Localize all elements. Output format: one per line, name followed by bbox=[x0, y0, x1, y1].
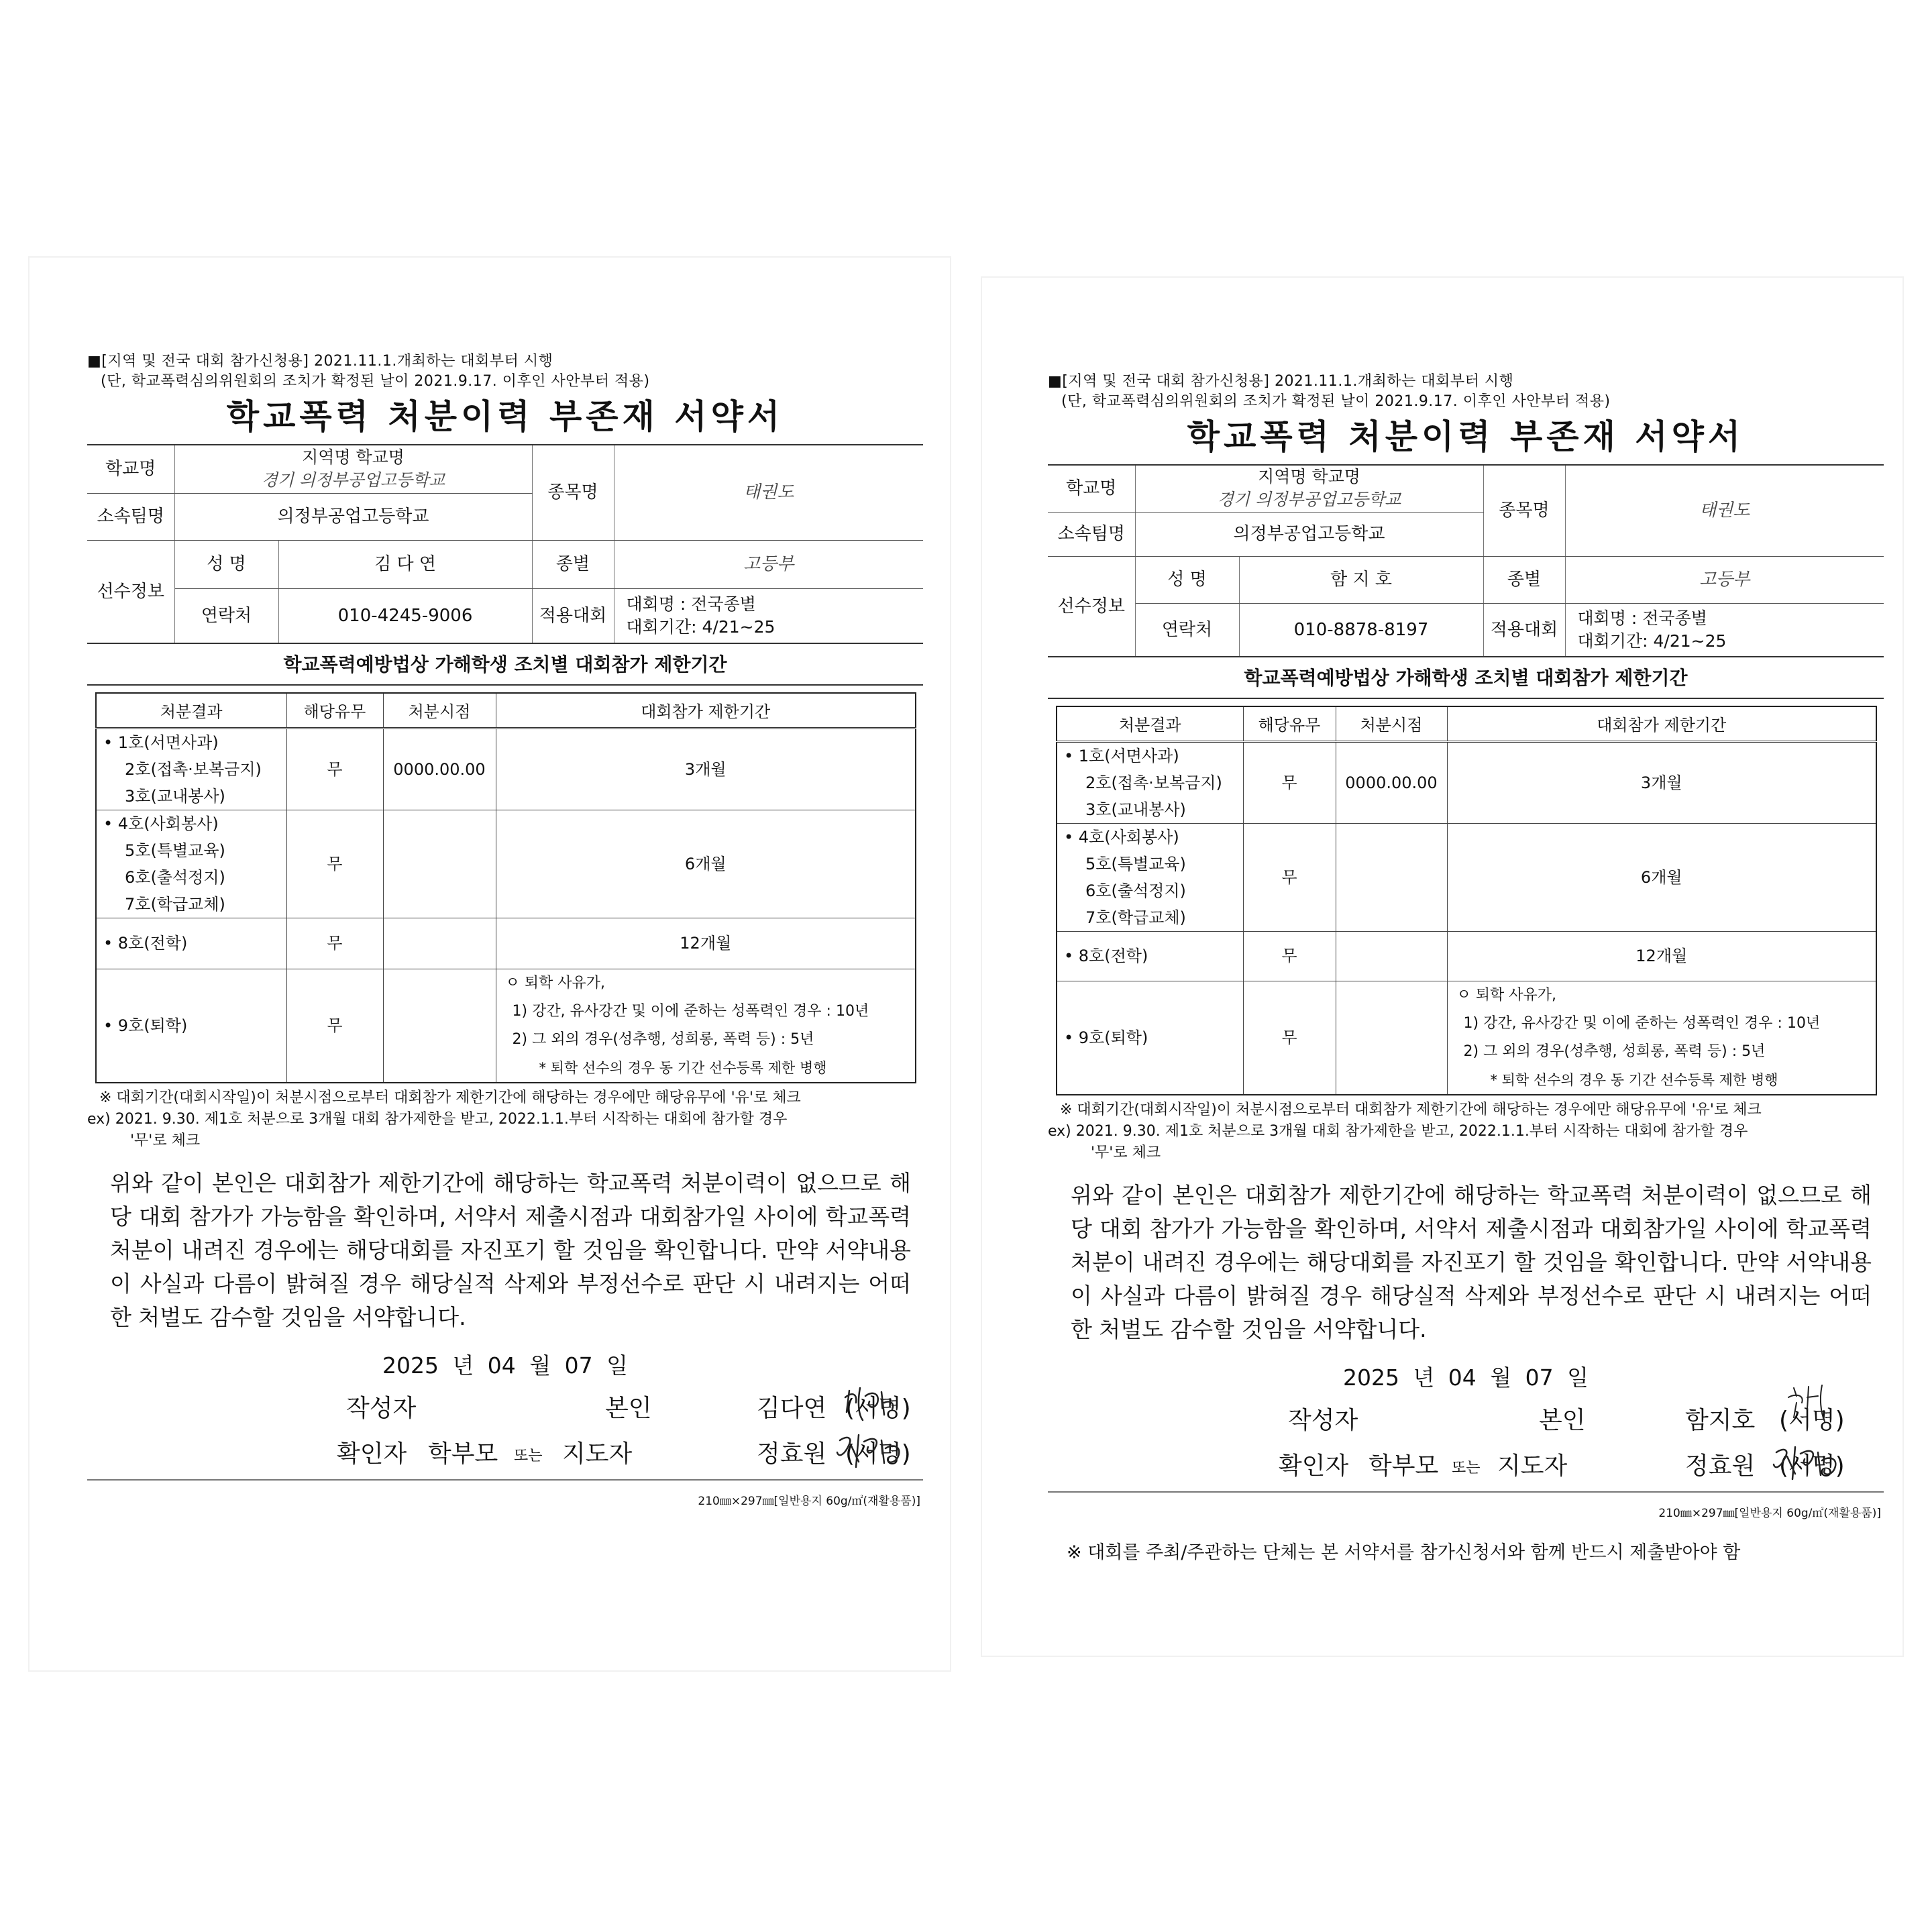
confirmer-row bbox=[87, 1428, 923, 1474]
confirmer-label: 확인자 bbox=[337, 1440, 407, 1468]
limit-value: 6개월 bbox=[1447, 823, 1876, 931]
table-row bbox=[96, 728, 916, 810]
col-header-applicable: 해당유무 bbox=[286, 693, 383, 728]
writer-name: 함지호 bbox=[1685, 1406, 1756, 1434]
disposition-item: 5호(특별교육) bbox=[1085, 854, 1186, 873]
division-value: 고등부 bbox=[1565, 556, 1884, 603]
disposition-item: 3호(교내봉사) bbox=[125, 786, 225, 806]
table-row bbox=[1057, 931, 1876, 981]
player-info-label: 선수정보 bbox=[87, 540, 174, 643]
document-page-right bbox=[982, 278, 1902, 1656]
footnotes bbox=[1048, 1099, 1884, 1164]
team-label: 소속팀명 bbox=[87, 493, 174, 540]
applicable-value: 무 bbox=[286, 728, 383, 810]
header-notice: ■[지역 및 전국 대회 참가신청용] 2021.11.1.개최하는 대회부터 시행 bbox=[1048, 373, 1514, 390]
disposition-item: 7호(학급교체) bbox=[125, 894, 225, 914]
limit-value: 6개월 bbox=[496, 810, 916, 918]
table-row bbox=[96, 969, 916, 1083]
coach-label: 지도자 bbox=[1497, 1452, 1568, 1480]
submission-note: ※ 대회를 주최/주관하는 단체는 본 서약서를 참가신청서와 함께 반드시 제출받아야 함 bbox=[1067, 1542, 1741, 1563]
document-title: 학교폭력 처분이력 부존재 서약서 bbox=[226, 397, 784, 436]
paper-spec: 210㎜×297㎜[일반용지 60g/㎡(재활용품)] bbox=[1658, 1506, 1881, 1520]
disposition-date: 0000.00.00 bbox=[383, 728, 496, 810]
col-header-result: 처분결과 bbox=[1057, 706, 1243, 741]
signature-mark: (서명) bbox=[845, 1394, 911, 1422]
player-info-label: 선수정보 bbox=[1048, 556, 1135, 657]
competition-label: 적용대회 bbox=[1483, 603, 1565, 657]
disposition-item: 7호(학급교체) bbox=[1085, 908, 1186, 927]
school-value: 경기 의정부공업고등학교 bbox=[1217, 490, 1401, 510]
player-name: 김 다 연 bbox=[278, 540, 532, 588]
pledge-text: 위와 같이 본인은 대회참가 제한기간에 해당하는 학교폭력 처분이력이 없으므로 해당 대회 참가가 가능함을 확인하며, 서약서 제출시점과 대회참가일 사이에 학교폭력 처분이 내려진 경우에는 해당대회를 자진포기 할 것임을 확인합니다. 만약 서약내용이 사실과 다름이 밝혀질 경우 해당실적 삭제와 부정선수로 판단 시 내려지는 어떠한 처벌도 감수할 것임을 서약합니다. bbox=[1071, 1181, 1872, 1342]
header-notice: ■[지역 및 전국 대회 참가신청용] 2021.11.1.개최하는 대회부터 시행 bbox=[87, 353, 553, 370]
applicable-value: 무 bbox=[286, 810, 383, 918]
col-header-limit: 대회참가 제한기간 bbox=[1447, 706, 1876, 741]
footnote-example-cont: '무'로 체크 bbox=[130, 1132, 201, 1149]
col-header-date: 처분시점 bbox=[383, 693, 496, 728]
school-sub-label: 지역명 학교명 bbox=[302, 447, 405, 468]
parent-label: 학부모 bbox=[1368, 1452, 1439, 1480]
disposition-date: 0000.00.00 bbox=[1336, 741, 1447, 823]
disposition-date bbox=[1336, 981, 1447, 1095]
pledge-form bbox=[87, 352, 923, 1508]
applicable-value: 무 bbox=[1243, 931, 1336, 981]
disposition-item: 2호(접촉·보복금지) bbox=[1085, 773, 1222, 792]
table-row bbox=[1057, 981, 1876, 1095]
school-value: 경기 의정부공업고등학교 bbox=[261, 470, 445, 490]
writer-label: 작성자 bbox=[346, 1394, 417, 1422]
info-table bbox=[1048, 464, 1884, 657]
disposition-date bbox=[383, 918, 496, 969]
confirmer-name: 정효원 bbox=[757, 1440, 827, 1468]
disposition-item: 5호(특별교육) bbox=[125, 841, 225, 860]
disposition-item: • 8호(전학) bbox=[1064, 947, 1148, 965]
competition-name: 대회명 : 전국종별 bbox=[626, 594, 756, 614]
col-header-date: 처분시점 bbox=[1336, 706, 1447, 741]
disposition-date bbox=[383, 810, 496, 918]
sport-value: 태권도 bbox=[1565, 465, 1884, 556]
limit-section-title: 학교폭력예방법상 가해학생 조치별 대회참가 제한기간 bbox=[87, 644, 923, 686]
competition-period: 대회기간: 4/21~25 bbox=[1577, 631, 1727, 651]
expulsion-rule: 1) 강간, 유사강간 및 이에 준하는 성폭력인 경우 : 10년 bbox=[1463, 1014, 1821, 1032]
self-label: 본인 bbox=[1539, 1406, 1586, 1434]
applicable-value: 무 bbox=[286, 918, 383, 969]
disposition-item: • 8호(전학) bbox=[103, 934, 188, 953]
disposition-date bbox=[1336, 931, 1447, 981]
footnote: ※ 대회기간(대회시작일)이 처분시점으로부터 대회참가 제한기간에 해당하는 경우에만 해당유무에 '유'로 체크 bbox=[99, 1089, 801, 1106]
document-page-left bbox=[30, 258, 950, 1670]
disposition-item: • 9호(퇴학) bbox=[103, 1016, 188, 1035]
disposition-item: • 4호(사회봉사) bbox=[103, 814, 219, 833]
writer-row bbox=[1048, 1395, 1884, 1440]
expulsion-rule: ㅇ 퇴학 사유가, bbox=[1456, 986, 1556, 1004]
division-label: 종별 bbox=[1483, 556, 1565, 603]
or-label: 또는 bbox=[1452, 1459, 1481, 1477]
applicable-value: 무 bbox=[286, 969, 383, 1083]
or-label: 또는 bbox=[514, 1447, 543, 1464]
phone-value: 010-4245-9006 bbox=[278, 588, 532, 643]
expulsion-rule: * 퇴학 선수의 경우 동 기간 선수등록 제한 병행 bbox=[539, 1059, 827, 1076]
pledge-date: 2025 년 04 월 07 일 bbox=[1342, 1364, 1589, 1391]
team-label: 소속팀명 bbox=[1048, 512, 1135, 556]
division-label: 종별 bbox=[532, 540, 614, 588]
disposition-item: • 9호(퇴학) bbox=[1064, 1028, 1148, 1047]
limit-value: 3개월 bbox=[496, 728, 916, 810]
name-label: 성 명 bbox=[1135, 556, 1239, 603]
pledge-text: 위와 같이 본인은 대회참가 제한기간에 해당하는 학교폭력 처분이력이 없으므로 해당 대회 참가가 가능함을 확인하며, 서약서 제출시점과 대회참가일 사이에 학교폭력 처분이 내려진 경우에는 해당대회를 자진포기 할 것임을 확인합니다. 만약 서약내용이 사실과 다름이 밝혀질 경우 해당실적 삭제와 부정선수로 판단 시 내려지는 어떠한 처벌도 감수할 것임을 서약합니다. bbox=[110, 1169, 911, 1330]
coach-label: 지도자 bbox=[562, 1440, 633, 1468]
competition-label: 적용대회 bbox=[532, 588, 614, 643]
phone-value: 010-8878-8197 bbox=[1239, 603, 1483, 657]
division-value: 고등부 bbox=[614, 540, 923, 588]
col-header-limit: 대회참가 제한기간 bbox=[496, 693, 916, 728]
footnote: ※ 대회기간(대회시작일)이 처분시점으로부터 대회참가 제한기간에 해당하는 경우에만 해당유무에 '유'로 체크 bbox=[1060, 1101, 1762, 1118]
sport-label: 종목명 bbox=[1483, 465, 1565, 556]
document-title: 학교폭력 처분이력 부존재 서약서 bbox=[1187, 417, 1745, 456]
name-label: 성 명 bbox=[174, 540, 278, 588]
disposition-table bbox=[1056, 706, 1877, 1095]
school-label: 학교명 bbox=[1048, 465, 1135, 512]
limit-value: 3개월 bbox=[1447, 741, 1876, 823]
writer-row bbox=[87, 1383, 923, 1428]
confirmer-label: 확인자 bbox=[1279, 1452, 1349, 1480]
confirmer-row bbox=[1048, 1440, 1884, 1486]
sport-value: 태권도 bbox=[614, 445, 923, 540]
player-name: 함 지 호 bbox=[1239, 556, 1483, 603]
header-subnotice: (단, 학교폭력심의위원회의 조치가 확정된 날이 2021.9.17. 이후인 사안부터 적용) bbox=[1061, 393, 1611, 410]
disposition-item: 6호(출석정지) bbox=[125, 867, 225, 887]
team-value: 의정부공업고등학교 bbox=[174, 493, 532, 540]
col-header-result: 처분결과 bbox=[96, 693, 286, 728]
footnotes bbox=[87, 1087, 923, 1152]
sport-label: 종목명 bbox=[532, 445, 614, 540]
team-value: 의정부공업고등학교 bbox=[1135, 512, 1483, 556]
disposition-item: 3호(교내봉사) bbox=[1085, 800, 1186, 819]
disposition-table bbox=[95, 692, 916, 1083]
school-label: 학교명 bbox=[87, 445, 174, 493]
disposition-item: • 4호(사회봉사) bbox=[1064, 827, 1179, 847]
writer-name: 김다연 bbox=[757, 1394, 827, 1422]
signature-mark: (서명) bbox=[1779, 1452, 1845, 1480]
applicable-value: 무 bbox=[1243, 981, 1336, 1095]
disposition-date bbox=[383, 969, 496, 1083]
info-table bbox=[87, 444, 923, 644]
footnote-example: ex) 2021. 9.30. 제1호 처분으로 3개월 대회 참가제한을 받고, 2022.1.1.부터 시작하는 대회에 참가할 경우 bbox=[1048, 1122, 1748, 1140]
applicable-value: 무 bbox=[1243, 741, 1336, 823]
pledge-date: 2025 년 04 월 07 일 bbox=[382, 1352, 629, 1379]
table-row bbox=[1057, 823, 1876, 931]
contact-label: 연락처 bbox=[1135, 603, 1239, 657]
expulsion-rule: 2) 그 외의 경우(성추행, 성희롱, 폭력 등) : 5년 bbox=[512, 1030, 814, 1048]
limit-section-title: 학교폭력예방법상 가해학생 조치별 대회참가 제한기간 bbox=[1048, 657, 1884, 699]
confirmer-name: 정효원 bbox=[1685, 1452, 1756, 1480]
signature-mark: (서명) bbox=[845, 1440, 911, 1468]
disposition-item: 6호(출석정지) bbox=[1085, 881, 1186, 900]
disposition-item: • 1호(서면사과) bbox=[1064, 746, 1179, 765]
col-header-applicable: 해당유무 bbox=[1243, 706, 1336, 741]
table-row bbox=[96, 810, 916, 918]
signature-mark: (서명) bbox=[1779, 1406, 1845, 1434]
footnote-example-cont: '무'로 체크 bbox=[1091, 1144, 1161, 1161]
disposition-item: • 1호(서면사과) bbox=[103, 733, 219, 752]
table-row bbox=[1057, 741, 1876, 823]
expulsion-rule: 2) 그 외의 경우(성추행, 성희롱, 폭력 등) : 5년 bbox=[1463, 1042, 1766, 1060]
expulsion-rule: 1) 강간, 유사강간 및 이에 준하는 성폭력인 경우 : 10년 bbox=[512, 1002, 869, 1020]
competition-name: 대회명 : 전국종별 bbox=[1577, 608, 1707, 628]
limit-value: 12개월 bbox=[1447, 931, 1876, 981]
school-sub-label: 지역명 학교명 bbox=[1258, 467, 1360, 487]
parent-label: 학부모 bbox=[428, 1440, 498, 1468]
self-label: 본인 bbox=[605, 1394, 652, 1422]
pledge-form bbox=[1048, 372, 1884, 1564]
paper-spec: 210㎜×297㎜[일반용지 60g/㎡(재활용품)] bbox=[698, 1494, 920, 1508]
table-row bbox=[96, 918, 916, 969]
competition-period: 대회기간: 4/21~25 bbox=[626, 616, 775, 637]
header-subnotice: (단, 학교폭력심의위원회의 조치가 확정된 날이 2021.9.17. 이후인 사안부터 적용) bbox=[101, 373, 650, 390]
applicable-value: 무 bbox=[1243, 823, 1336, 931]
expulsion-rule: ㅇ 퇴학 사유가, bbox=[505, 974, 605, 991]
disposition-item: 2호(접촉·보복금지) bbox=[125, 759, 262, 779]
contact-label: 연락처 bbox=[174, 588, 278, 643]
expulsion-rule: * 퇴학 선수의 경우 동 기간 선수등록 제한 병행 bbox=[1490, 1071, 1778, 1088]
disposition-date bbox=[1336, 823, 1447, 931]
writer-label: 작성자 bbox=[1288, 1406, 1358, 1434]
footnote-example: ex) 2021. 9.30. 제1호 처분으로 3개월 대회 참가제한을 받고, 2022.1.1.부터 시작하는 대회에 참가할 경우 bbox=[87, 1110, 788, 1128]
limit-value: 12개월 bbox=[496, 918, 916, 969]
